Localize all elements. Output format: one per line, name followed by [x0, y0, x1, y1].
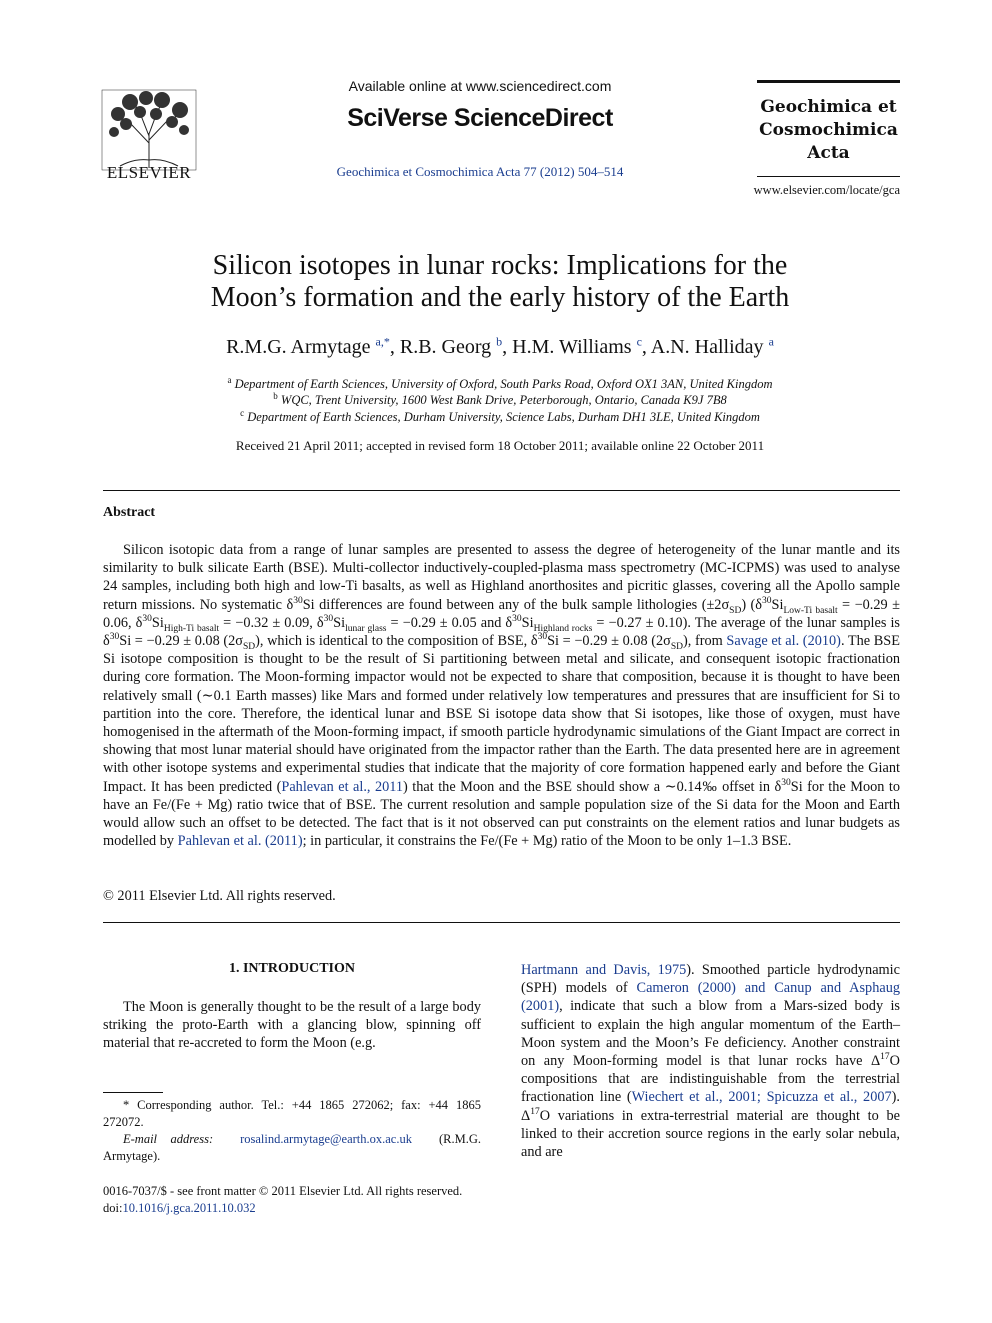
affiliation — [100, 374, 900, 392]
author-name[interactable]: R.B. Georg — [399, 336, 492, 358]
affiliation-text: Department of Earth Sciences, University of Oxford, South Parks Road, Oxford OX1 3AN, United Kingdom — [234, 377, 773, 391]
received-dates: Received 21 April 2011; accepted in revised form 18 October 2011; available online 22 October 2011 — [235, 438, 765, 453]
title-line: Silicon isotopes in lunar rocks: Implications for the — [212, 250, 788, 281]
journal-title-line: Acta — [807, 143, 850, 163]
title-line: Moon’s formation and the early history of the Earth — [210, 282, 790, 313]
journal-reference[interactable]: Geochimica et Cosmochimica Acta 77 (2012) 504–514 — [336, 164, 624, 179]
abstract-body: Silicon isotopic data from a range of lunar samples are presented to assess the degree of heterogeneity of the lunar mantle and its similarity to bulk silicate Earth (BSE). Multi-collector inductively-coupled-plasma mass spectrometry (MC-ICPMS) was used to analyse 24 samples, including both high and low-Ti basalts, as well as Highland anorthosites and picritic glasses, covering all the Apollo sample return missions. No systematic $\delta^{30}Si$ differences are found between any of the bulk sample lithologies $(\pm 2\sigma_{SD}) (\delta^{30}Si_{Low-Ti basalt} = -0.29 \pm 0.06$, $\delta^{30}Si_{High-Ti basalt} = -0.32 \pm 0.09$, $\delta^{30}Si_{lunar glass} = -0.29 \pm 0.05$ and $\delta^{30}Si_{Highland rocks} = -0.27 \pm 0.10$). The average of the lunar samples is $\delta^{30}Si = -0.29 \pm 0.08$ $(2\sigma_{SD})$, which is identical to the composition of BSE, $\delta^{30}Si = -0.29 \pm 0.08$ $(2\sigma_{SD})$, from Savage et al. (2010). The BSE Si isotope composition is thought to be the result of Si partitioning between metal and silicate, and consequent isotopic fractionation during core formation. The Moon-forming impactor would not be expected to share that composition, because it is thought to have been relatively small (∼0.1 Earth masses) like Mars and formed under relatively low temperatures and pressures that are insufficient for Si to partition into the core. Therefore, the identical lunar and BSE Si isotope data show that Si isotopes, like those of oxygen, must have homogenised in the aftermath of the Moon-forming impact, if smooth particle hydrodynamic simulations of the Giant Impact are correct in showing that most lunar material should have originated from the impactor rather than the Earth. The data presented here are in agreement with other isotope systems and experimental studies that indicate that the majority of core formation happened early and before the Giant Impact. It has been predicted (Pahlevan et al., 2011) that the Moon and the BSE should show a ∼0.14‰ offset in $\delta^{30}Si$ for the Moon to have an Fe/(Fe + Mg) ratio twice that of BSE. The current resolution and sample population size of the Si data for the Moon and Earth would allow such an offset to be detected. The fact that is it not observed can put constraints on the element ratios and lunar budgets as modelled by Pahlevan et al. (2011); in particular, it constrains the Fe/(Fe + Mg) ratio of the Moon to be only 1–1.3 BSE. — [103, 542, 900, 850]
divider — [103, 490, 900, 491]
email-owner: (R.M.G. Armytage). — [103, 1132, 482, 1163]
platform-logo: SciVerse ScienceDirect — [347, 104, 613, 132]
author-name[interactable]: R.M.G. Armytage — [226, 336, 371, 358]
divider — [103, 922, 900, 923]
affiliation-text: Department of Earth Sciences, Durham University, Science Labs, Durham DH1 3LE, United Kingdom — [247, 410, 760, 424]
author-name[interactable]: H.M. Williams — [512, 336, 632, 358]
author-name[interactable]: A.N. Halliday — [650, 336, 764, 358]
citation-link[interactable]: Hartmann and Davis, 1975 — [521, 962, 687, 978]
journal-title — [757, 96, 900, 165]
affiliation-key: b — [273, 390, 278, 401]
author-list: R.M.G. Armytage $^{a,*}$, R.B. Georg $^b$, H.M. Williams $^c$, A.N. Halliday $^a$ — [226, 334, 774, 358]
email-link[interactable]: rosalind.armytage@earth.ox.ac.uk — [240, 1132, 412, 1146]
affiliation — [100, 407, 900, 425]
abstract-heading: Abstract — [103, 505, 156, 520]
author-affiliation-mark[interactable]: a — [768, 334, 774, 349]
citation-link[interactable]: Savage et al. (2010) — [726, 633, 841, 650]
affiliation — [100, 390, 900, 408]
affiliation-key: a — [227, 374, 232, 385]
footnote-rule — [103, 1092, 163, 1093]
affiliation-text: WQC, Trent University, 1600 West Bank Drive, Peterborough, Ontario, Canada K9J 7B8 — [280, 393, 727, 407]
author-affiliation-mark[interactable]: a,* — [375, 334, 390, 349]
email-label: E-mail address: — [123, 1132, 214, 1146]
front-matter — [103, 1183, 462, 1217]
citation-link[interactable]: Cameron (2000) and Canup and Asphaug (2001) — [521, 980, 900, 1015]
publisher-name: ELSEVIER — [106, 163, 192, 182]
author-affiliation-mark[interactable]: c — [636, 334, 642, 349]
affiliation-key: c — [240, 407, 245, 418]
issn-line: 0016-7037/$ - see front matter © 2011 Elsevier Ltd. All rights reserved. — [103, 1184, 463, 1198]
body-column-right: Hartmann and Davis, 1975). Smoothed particle hydrodynamic (SPH) models of Cameron (2000) and Canup and Asphaug (2001), indicate that such a blow from a Mars-sized body is sufficient to explain the high angular momentum of the Earth–Moon system and the Moon’s Fe deficiency. Another constraint on any Moon-forming model is that lunar rocks have $\Delta^{17}O$ compositions that are indistinguishable from the terrestrial fractionation line (Wiechert et al., 2001; Spicuzza et al., 2007). $\Delta^{17}O$ variations in extra-terrestrial material are thought to be linked to their accretion source regions in the early solar nebula, and are — [521, 962, 900, 1161]
abstract-copyright: © 2011 Elsevier Ltd. All rights reserved. — [103, 888, 336, 904]
article-title — [100, 250, 900, 314]
footnote — [103, 1097, 481, 1165]
doi-link[interactable]: 10.1016/j.gca.2011.10.032 — [122, 1201, 256, 1215]
available-online: Available online at www.sciencedirect.com — [348, 78, 612, 94]
doi-label: doi: — [103, 1201, 123, 1215]
citation-link[interactable]: Wiechert et al., 2001; Spicuzza et al., 2007 — [631, 1089, 892, 1106]
journal-title-line: Geochimica et — [760, 97, 897, 117]
section-heading: 1. INTRODUCTION — [228, 961, 355, 976]
author-affiliation-mark[interactable]: b — [496, 334, 503, 349]
body-column-left: The Moon is generally thought to be the result of a large body striking the proto-Earth with a glancing blow, spinning off material that re-accreted to form the Moon (e.g. — [103, 999, 481, 1052]
citation-link[interactable]: Pahlevan et al. (2011) — [177, 833, 303, 850]
citation-link[interactable]: Pahlevan et al., 2011 — [281, 778, 404, 795]
corresponding-author-note: * Corresponding author. Tel.: +44 1865 272062; fax: +44 1865 272072. — [103, 1098, 481, 1129]
journal-url[interactable]: www.elsevier.com/locate/gca — [753, 183, 900, 197]
journal-title-line: Cosmochimica — [759, 120, 898, 140]
